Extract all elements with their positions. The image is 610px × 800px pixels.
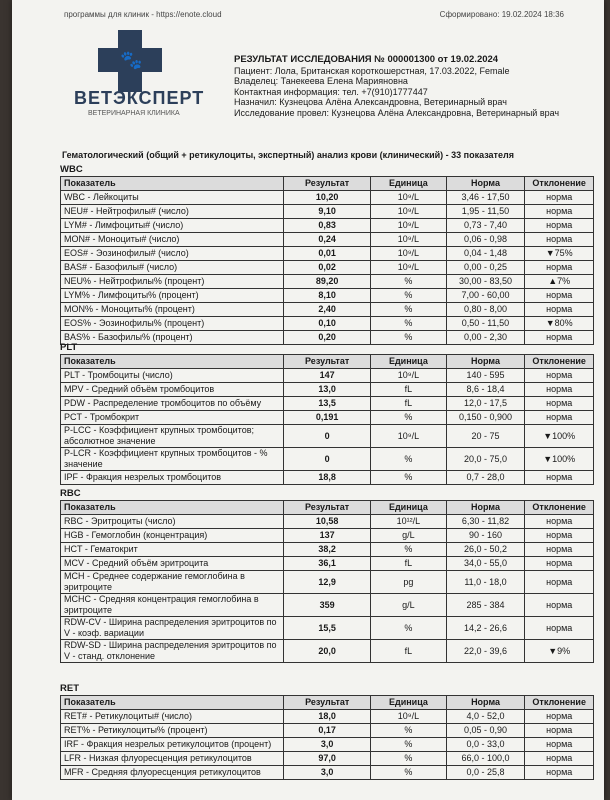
results-table: [60, 354, 594, 485]
table-row: [61, 317, 594, 331]
cell-dev: норма: [525, 752, 594, 766]
column-header-unit: Единица: [371, 355, 446, 369]
cell-dev: норма: [525, 369, 594, 383]
table-row: [61, 247, 594, 261]
cell-result: 38,2: [284, 543, 371, 557]
cell-param: IRF - Фракция незрелых ретикулоцитов (процент): [61, 738, 284, 752]
cell-norm: 0,04 - 1,48: [446, 247, 525, 261]
cell-result: 97,0: [284, 752, 371, 766]
table-row: [61, 191, 594, 205]
cell-param: MCHC - Средняя концентрация гемоглобина в эритроците: [61, 594, 284, 617]
cell-dev: норма: [525, 594, 594, 617]
cell-param: NEU# - Нейтрофилы# (число): [61, 205, 284, 219]
cell-result: 20,0: [284, 640, 371, 663]
cell-dev: норма: [525, 219, 594, 233]
cell-result: 9,10: [284, 205, 371, 219]
cell-norm: 0,0 - 33,0: [446, 738, 525, 752]
table-row: [61, 383, 594, 397]
cell-result: 12,9: [284, 571, 371, 594]
table-row: [61, 411, 594, 425]
cell-param: BAS# - Базофилы# (число): [61, 261, 284, 275]
cell-result: 18,8: [284, 471, 371, 485]
cell-norm: 14,2 - 26,6: [446, 617, 525, 640]
cell-dev: норма: [525, 710, 594, 724]
cell-dev: норма: [525, 303, 594, 317]
cell-norm: 1,95 - 11,50: [446, 205, 525, 219]
table-row: [61, 752, 594, 766]
cell-unit: %: [371, 331, 446, 345]
cell-norm: 0,00 - 0,25: [446, 261, 525, 275]
cell-param: PCT - Тромбокрит: [61, 411, 284, 425]
column-header-dev: Отклонение: [525, 177, 594, 191]
table-row: [61, 261, 594, 275]
cell-unit: fL: [371, 557, 446, 571]
section-name: PLT: [60, 342, 78, 353]
cell-norm: 140 - 595: [446, 369, 525, 383]
cell-result: 13,5: [284, 397, 371, 411]
cell-dev: норма: [525, 543, 594, 557]
table-row: [61, 515, 594, 529]
column-header-unit: Единица: [371, 177, 446, 191]
paw-icon: 🐾: [120, 50, 143, 70]
results-table: [60, 176, 594, 345]
cell-norm: 90 - 160: [446, 529, 525, 543]
cell-result: 89,20: [284, 275, 371, 289]
cell-dev: норма: [525, 397, 594, 411]
table-row: [61, 205, 594, 219]
cell-dev: норма: [525, 411, 594, 425]
cell-unit: %: [371, 303, 446, 317]
results-table: [60, 695, 594, 780]
cell-result: 0,02: [284, 261, 371, 275]
column-header-param: Показатель: [61, 355, 284, 369]
cell-result: 18,0: [284, 710, 371, 724]
section-plt: [60, 342, 594, 485]
cell-dev: норма: [525, 289, 594, 303]
column-header-norm: Норма: [446, 355, 525, 369]
cell-norm: 0,73 - 7,40: [446, 219, 525, 233]
cell-dev: норма: [525, 766, 594, 780]
cell-result: 0,191: [284, 411, 371, 425]
cell-unit: %: [371, 724, 446, 738]
cell-unit: 10⁹/L: [371, 369, 446, 383]
cell-norm: 30,00 - 83,50: [446, 275, 525, 289]
column-header-result: Результат: [284, 696, 371, 710]
cell-norm: 7,00 - 60,00: [446, 289, 525, 303]
column-header-param: Показатель: [61, 501, 284, 515]
cell-unit: 10⁹/L: [371, 191, 446, 205]
cell-unit: 10⁹/L: [371, 261, 446, 275]
section-wbc: [60, 164, 594, 345]
table-row: [61, 471, 594, 485]
cell-result: 2,40: [284, 303, 371, 317]
cell-norm: 66,0 - 100,0: [446, 752, 525, 766]
cell-param: BAS% - Базофилы% (процент): [61, 331, 284, 345]
table-row: [61, 724, 594, 738]
cell-dev: норма: [525, 261, 594, 275]
cell-dev: ▼9%: [525, 640, 594, 663]
cell-param: MCV - Средний объём эритроцита: [61, 557, 284, 571]
cell-unit: %: [371, 766, 446, 780]
patient-info: Пациент: Лола, Британская короткошерстная, 17.03.2022, Female: [234, 65, 510, 76]
section-ret: [60, 683, 594, 780]
cell-param: HGB - Гемоглобин (концентрация): [61, 529, 284, 543]
cell-norm: 20 - 75: [446, 425, 525, 448]
top-line: [64, 10, 564, 19]
results-table: [60, 500, 594, 663]
cell-norm: 4,0 - 52,0: [446, 710, 525, 724]
cell-result: 8,10: [284, 289, 371, 303]
report-title: РЕЗУЛЬТАТ ИССЛЕДОВАНИЯ № 000001300 от 19.02.2024: [234, 54, 499, 65]
table-row: [61, 594, 594, 617]
cell-norm: 12,0 - 17,5: [446, 397, 525, 411]
cell-param: MPV - Средний объём тромбоцитов: [61, 383, 284, 397]
cell-param: PLT - Тромбоциты (число): [61, 369, 284, 383]
cell-param: RBC - Эритроциты (число): [61, 515, 284, 529]
cell-param: NEU% - Нейтрофилы% (процент): [61, 275, 284, 289]
table-row: [61, 617, 594, 640]
cell-dev: норма: [525, 557, 594, 571]
column-header-norm: Норма: [446, 501, 525, 515]
cell-param: LYM# - Лимфоциты# (число): [61, 219, 284, 233]
cell-unit: %: [371, 617, 446, 640]
cell-param: HCT - Гематокрит: [61, 543, 284, 557]
table-row: [61, 397, 594, 411]
cell-norm: 6,30 - 11,82: [446, 515, 525, 529]
section-name: RET: [60, 683, 79, 694]
cell-dev: норма: [525, 191, 594, 205]
cell-unit: %: [371, 752, 446, 766]
cell-result: 0: [284, 448, 371, 471]
cell-dev: ▲7%: [525, 275, 594, 289]
cell-unit: %: [371, 411, 446, 425]
table-row: [61, 275, 594, 289]
cell-result: 359: [284, 594, 371, 617]
section-name: RBC: [60, 488, 81, 499]
cell-param: LYM% - Лимфоциты% (процент): [61, 289, 284, 303]
clinic-brand: ВЕТЭКСПЕРТ: [74, 88, 205, 108]
cell-unit: %: [371, 289, 446, 303]
cell-result: 10,20: [284, 191, 371, 205]
cell-result: 0,24: [284, 233, 371, 247]
cell-unit: %: [371, 317, 446, 331]
cell-norm: 0,50 - 11,50: [446, 317, 525, 331]
cell-result: 147: [284, 369, 371, 383]
table-row: [61, 738, 594, 752]
cell-dev: норма: [525, 205, 594, 219]
column-header-unit: Единица: [371, 501, 446, 515]
cell-param: EOS# - Эозинофилы# (число): [61, 247, 284, 261]
column-header-result: Результат: [284, 177, 371, 191]
table-row: [61, 219, 594, 233]
table-row: [61, 766, 594, 780]
cell-norm: 8,6 - 18,4: [446, 383, 525, 397]
cell-result: 3,0: [284, 766, 371, 780]
column-header-unit: Единица: [371, 696, 446, 710]
cell-unit: %: [371, 471, 446, 485]
cell-unit: g/L: [371, 529, 446, 543]
report-header: [234, 55, 559, 118]
cell-result: 0,10: [284, 317, 371, 331]
cell-norm: 0,150 - 0,900: [446, 411, 525, 425]
cell-param: RET% - Ретикулоциты% (процент): [61, 724, 284, 738]
column-header-result: Результат: [284, 501, 371, 515]
cell-result: 36,1: [284, 557, 371, 571]
software-link[interactable]: программы для клиник - https://enote.cloud: [64, 10, 222, 19]
cell-unit: 10⁹/L: [371, 247, 446, 261]
cell-dev: норма: [525, 724, 594, 738]
contact-info: Контактная информация: тел. +7(910)1777447: [234, 86, 428, 97]
cell-norm: 11,0 - 18,0: [446, 571, 525, 594]
cell-norm: 0,0 - 25,8: [446, 766, 525, 780]
cell-norm: 3,46 - 17,50: [446, 191, 525, 205]
column-header-param: Показатель: [61, 177, 284, 191]
clinic-logo: [70, 30, 205, 120]
column-header-dev: Отклонение: [525, 696, 594, 710]
cell-dev: норма: [525, 617, 594, 640]
cell-dev: норма: [525, 738, 594, 752]
clinic-subtitle: ВЕТЕРИНАРНАЯ КЛИНИКА: [88, 110, 180, 117]
cell-result: 0,17: [284, 724, 371, 738]
cell-param: MCH - Среднее содержание гемоглобина в эритроците: [61, 571, 284, 594]
cell-param: MON% - Моноциты% (процент): [61, 303, 284, 317]
cell-dev: ▼100%: [525, 425, 594, 448]
cell-norm: 0,05 - 0,90: [446, 724, 525, 738]
cell-unit: 10¹²/L: [371, 515, 446, 529]
column-header-norm: Норма: [446, 696, 525, 710]
table-row: [61, 289, 594, 303]
cell-result: 0,20: [284, 331, 371, 345]
cell-result: 13,0: [284, 383, 371, 397]
table-row: [61, 529, 594, 543]
cell-param: PDW - Распределение тромбоцитов по объёму: [61, 397, 284, 411]
table-row: [61, 448, 594, 471]
cell-param: WBC - Лейкоциты: [61, 191, 284, 205]
cell-dev: ▼100%: [525, 448, 594, 471]
generated-date: Сформировано: 19.02.2024 18:36: [439, 10, 564, 19]
column-header-dev: Отклонение: [525, 355, 594, 369]
table-row: [61, 640, 594, 663]
cell-norm: 0,00 - 2,30: [446, 331, 525, 345]
table-row: [61, 233, 594, 247]
cell-dev: норма: [525, 383, 594, 397]
table-row: [61, 571, 594, 594]
table-row: [61, 557, 594, 571]
cell-param: RDW-CV - Ширина распределения эритроцитов по V - коэф. вариации: [61, 617, 284, 640]
cell-unit: %: [371, 448, 446, 471]
cell-unit: pg: [371, 571, 446, 594]
cell-dev: норма: [525, 471, 594, 485]
table-row: [61, 710, 594, 724]
table-row: [61, 303, 594, 317]
cell-unit: 10⁹/L: [371, 205, 446, 219]
assigned-by: Назначил: Кузнецова Алёна Александровна, Ветеринарный врач: [234, 97, 507, 107]
column-header-result: Результат: [284, 355, 371, 369]
cell-param: MFR - Средняя флуоресценция ретикулоцитов: [61, 766, 284, 780]
cell-param: RDW-SD - Ширина распределения эритроцитов по V - станд. отклонение: [61, 640, 284, 663]
column-header-dev: Отклонение: [525, 501, 594, 515]
cell-dev: норма: [525, 571, 594, 594]
analysis-title: Гематологический (общий + ретикулоциты, экспертный) анализ крови (клинический) - 33 показателя: [62, 150, 514, 160]
performed-by: Исследование провел: Кузнецова Алёна Александровна, Ветеринарный врач: [234, 107, 560, 118]
cell-param: P-LCR - Коэффициент крупных тромбоцитов - % значение: [61, 448, 284, 471]
cell-param: MON# - Моноциты# (число): [61, 233, 284, 247]
cell-param: IPF - Фракция незрелых тромбоцитов: [61, 471, 284, 485]
cell-norm: 285 - 384: [446, 594, 525, 617]
cell-result: 0,01: [284, 247, 371, 261]
cell-norm: 26,0 - 50,2: [446, 543, 525, 557]
section-rbc: [60, 488, 594, 663]
cell-param: LFR - Низкая флуоресценция ретикулоцитов: [61, 752, 284, 766]
cell-dev: норма: [525, 233, 594, 247]
cell-result: 10,58: [284, 515, 371, 529]
table-row: [61, 369, 594, 383]
cell-norm: 20,0 - 75,0: [446, 448, 525, 471]
cell-param: EOS% - Эозинофилы% (процент): [61, 317, 284, 331]
cell-unit: fL: [371, 397, 446, 411]
cell-result: 0,83: [284, 219, 371, 233]
cell-unit: %: [371, 543, 446, 557]
cell-unit: %: [371, 275, 446, 289]
cell-dev: норма: [525, 331, 594, 345]
owner-info: Владелец: Танекеева Елена Марияновна: [234, 76, 408, 86]
cell-param: P-LCC - Коэффициент крупных тромбоцитов; абсолютное значение: [61, 425, 284, 448]
column-header-norm: Норма: [446, 177, 525, 191]
column-header-param: Показатель: [61, 696, 284, 710]
cell-dev: норма: [525, 515, 594, 529]
cell-result: 3,0: [284, 738, 371, 752]
cell-norm: 34,0 - 55,0: [446, 557, 525, 571]
cell-norm: 22,0 - 39,6: [446, 640, 525, 663]
cell-result: 15,5: [284, 617, 371, 640]
cell-unit: fL: [371, 640, 446, 663]
cell-dev: ▼80%: [525, 317, 594, 331]
cell-norm: 0,06 - 0,98: [446, 233, 525, 247]
cell-unit: 10⁹/L: [371, 233, 446, 247]
cell-unit: 10⁹/L: [371, 219, 446, 233]
cell-unit: g/L: [371, 594, 446, 617]
table-row: [61, 543, 594, 557]
cell-unit: 10⁹/L: [371, 425, 446, 448]
cell-param: RET# - Ретикулоциты# (число): [61, 710, 284, 724]
cell-norm: 0,80 - 8,00: [446, 303, 525, 317]
report-paper: [12, 0, 604, 800]
cell-result: 137: [284, 529, 371, 543]
cell-norm: 0,7 - 28,0: [446, 471, 525, 485]
section-name: WBC: [60, 164, 83, 175]
table-row: [61, 425, 594, 448]
cell-result: 0: [284, 425, 371, 448]
cell-dev: норма: [525, 529, 594, 543]
cell-unit: 10⁹/L: [371, 710, 446, 724]
cell-unit: fL: [371, 383, 446, 397]
cell-dev: ▼75%: [525, 247, 594, 261]
cell-unit: %: [371, 738, 446, 752]
